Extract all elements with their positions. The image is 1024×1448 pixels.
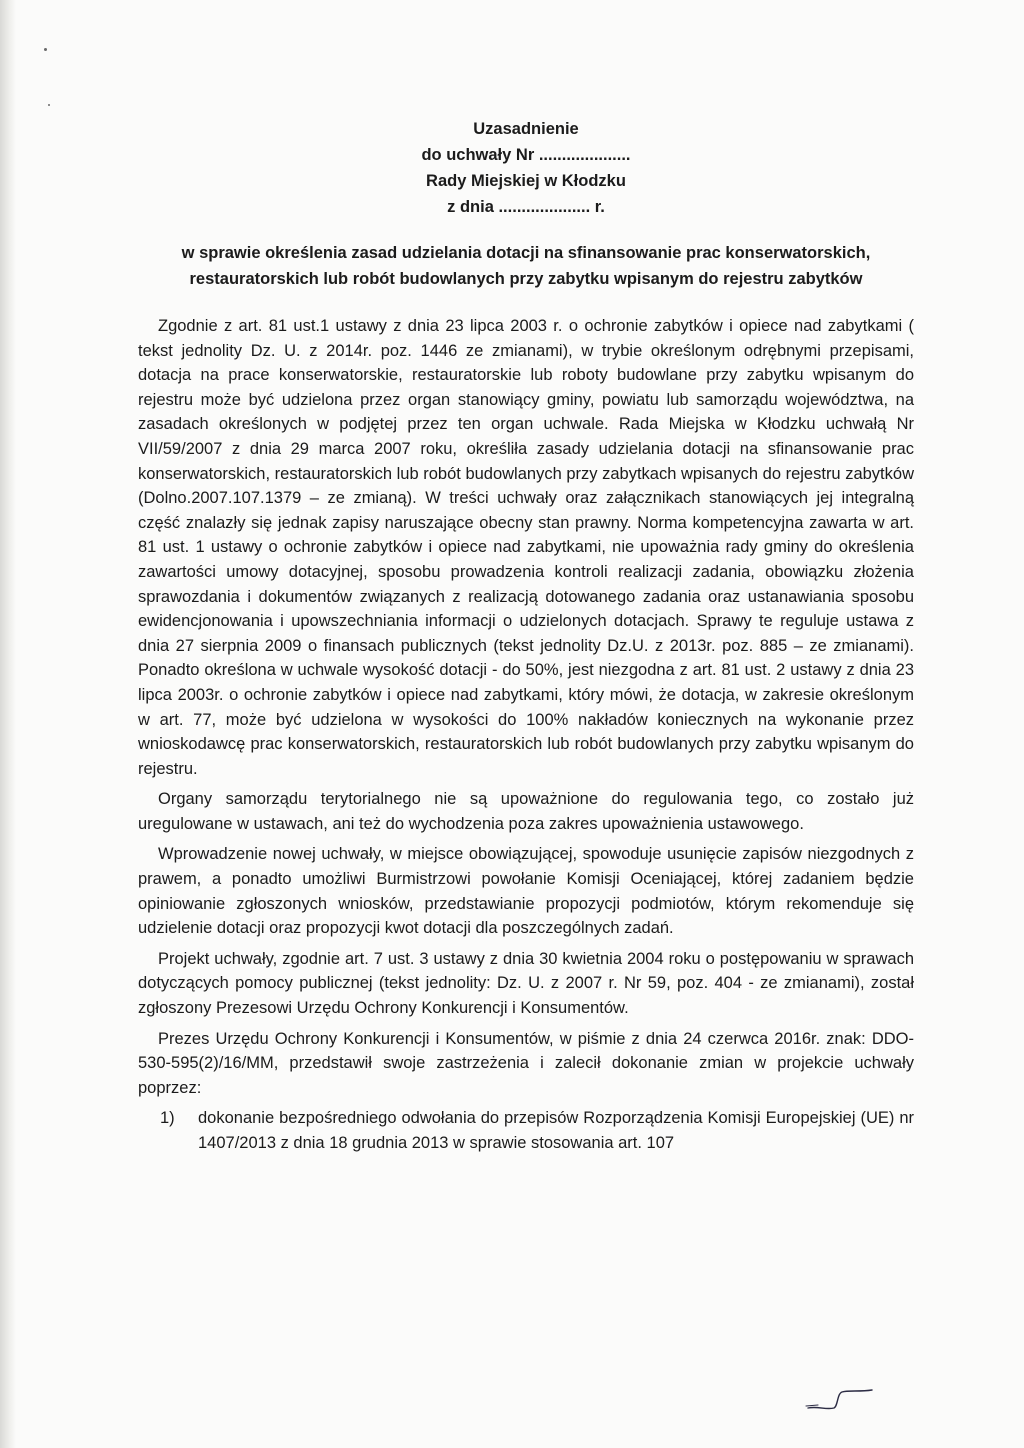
paragraph-president-remarks: Prezes Urzędu Ochrony Konkurencji i Konsumentów, w piśmie z dnia 24 czerwca 2016r. znak: DDO-530-595(2)/16/MM, przedstawił swoje zastrzeżenia i zalecił dokonanie zmian w projekcie uchwały poprzez: (138, 1029, 914, 1097)
paragraph-local-government: Organy samorządu terytorialnego nie są upoważnione do regulowania tego, co zostało już uregulowane w ustawach, ani też do wychodzenia poza zakres upoważnienia ustawowego. (138, 790, 914, 833)
recommendations-list (138, 1106, 914, 1155)
paragraph-project-submission: Projekt uchwały, zgodnie art. 7 ust. 3 ustawy z dnia 30 kwietnia 2004 roku o postępowaniu w sprawach dotyczących pomocy publicznej (tekst jednolity: Dz. U. z 2007 r. Nr 59, poz. 404 - ze zmianami), został zgłoszony Prezesowi Urzędu Ochrony Konkurencji i Konsumentów. (138, 949, 914, 1018)
scan-speck (44, 48, 47, 51)
scan-edge-shadow (0, 0, 16, 1448)
list-item-text: dokonanie bezpośredniego odwołania do przepisów Rozporządzenia Komisji Europejskiej (UE) nr 1407/2013 z dnia 18 grudnia 2013 w sprawie stosowania art. 107 (198, 1109, 914, 1152)
paragraph-new-resolution: Wprowadzenie nowej uchwały, w miejsce obowiązującej, spowoduje usunięcie zapisów niezgodnych z prawem, a ponadto umożliwi Burmistrzowi powołanie Komisji Oceniającej, której zadaniem będzie opiniowanie zgłoszonych wniosków, przedstawianie propozycji podmiotów, którym rekomenduje się udzielenie dotacji oraz propozycji kwot dotacji dla poszczególnych zadań. (138, 845, 914, 938)
document-page (138, 116, 914, 1156)
document-header (138, 116, 914, 220)
paragraph-legal-basis: Zgodnie z art. 81 ust.1 ustawy z dnia 23 lipca 2003 r. o ochronie zabytków i opiece nad zabytkami ( tekst jednolity Dz. U. z 2014r. poz. 1446 ze zmianami), w trybie określonym odrębnymi przepisami, dotacja na prace konserwatorskie, restauratorskie lub roboty budowlane przy zabytku wpisanym do rejestru może być udzielona przez organ stanowiący gminy, powiatu lub samorządu województwa, na zasadach określonych w podjętej przez ten organ uchwale. Rada Miejska w Kłodzku uchwałą Nr VII/59/2007 z dnia 29 marca 2007 roku, określiła zasady udzielania dotacji na sfinansowanie prac konserwatorskich, restauratorskich lub robót budowlanych przy zabytkach wpisanych do rejestru zabytków (Dolno.2007.107.1379 – ze zmianą). W treści uchwały oraz załącznikach stanowiących jej integralną część znalazły się jednak zapisy naruszające obecny stan prawny. Norma kompetencyjna zawarta w art. 81 ust. 1 ustawy o ochronie zabytków i opiece nad zabytkami, nie upoważnia rady gminy do określenia zawartości umowy dotacyjnej, sposobu prowadzenia kontroli realizacji zadania, obowiązku złożenia sprawozdania i dokumentów związanych z realizacją dotowanego zadania oraz ustanawiania sposobu ewidencjonowania i upowszechniania informacji o udzielonych dotacjach. Sprawy te reguluje ustawa z dnia 27 sierpnia 2009 o finansach publicznych (tekst jednolity Dz.U. z 2013r. poz. 885 – ze zmianami). Ponadto określona w uchwale wysokość dotacji - do 50%, jest niezgodna z art. 81 ust. 2 ustawy z dnia 23 lipca 2003r. o ochronie zabytków i opiece nad zabytkami, który mówi, że dotacja, w zakresie określonym w art. 77, może być udzielona w wysokości do 100% nakładów koniecznych na wykonanie przez wnioskodawcę prac konserwatorskich, restauratorskich lub robót budowlanych przy zabytku wpisanym do rejestru. (138, 317, 914, 778)
handwritten-initials (804, 1386, 874, 1416)
list-item-number: 1) (160, 1109, 175, 1128)
list-item (138, 1106, 914, 1155)
scan-speck (48, 104, 50, 106)
header-date: z dnia .................... r. (447, 198, 605, 216)
header-council: Rady Miejskiej w Kłodzku (426, 172, 626, 190)
document-subject: w sprawie określenia zasad udzielania dotacji na sfinansowanie prac konserwatorskich, restauratorskich lub robót budowlanych przy zabytku wpisanym do rejestru zabytków (181, 244, 871, 288)
header-resolution-number: do uchwały Nr .................... (421, 146, 631, 164)
header-title: Uzasadnienie (473, 120, 579, 138)
